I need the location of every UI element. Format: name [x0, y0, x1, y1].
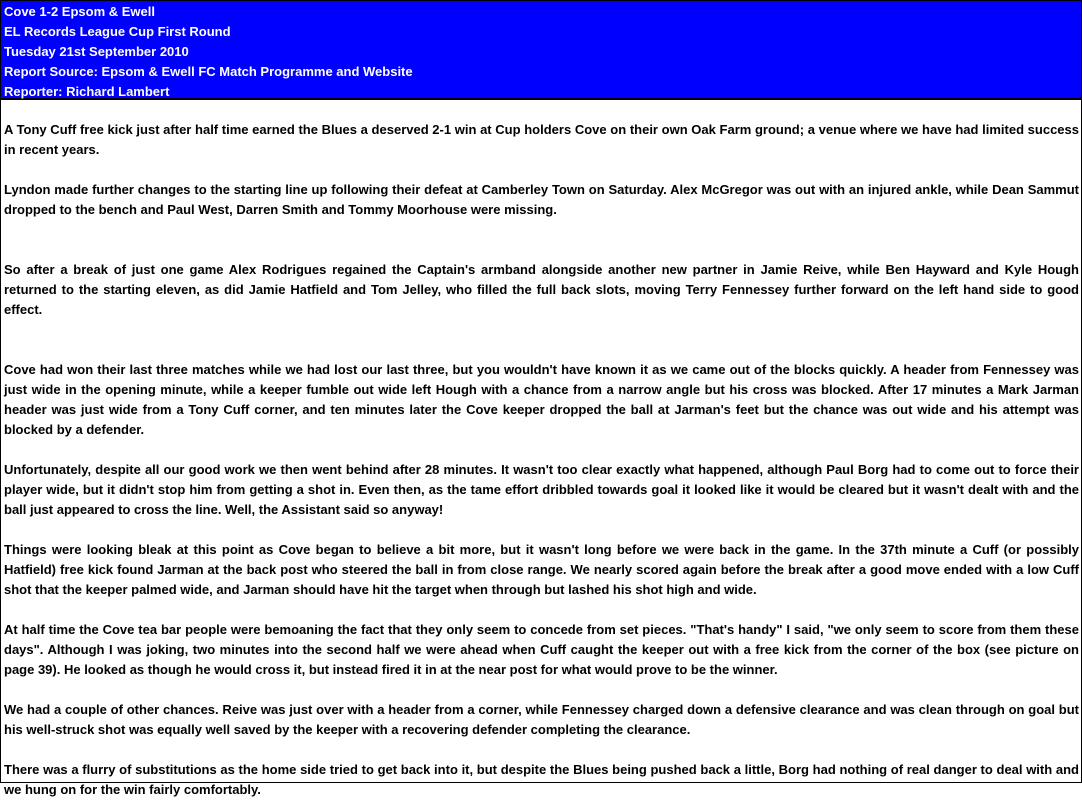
report-paragraph: There was a flurry of substitutions as the home side tried to get back into it, but despite the Blues being pushed back a little, Borg had nothing of real danger to deal with and we hung on for the win fairly comfortably. — [4, 762, 1079, 797]
report-paragraph: Cove had won their last three matches while we had lost our last three, but you wouldn't have known it as we came out of the blocks quickly. A header from Fennessey was just wide in the opening minute, while a keeper fumble out wide left Hough with a chance from a narrow angle but his cross was blocked. After 17 minutes a Mark Jarman header was just wide from a Tony Cuff corner, and ten minutes later the Cove keeper dropped the ball at Jarman's feet but the chance was out wide and his attempt was blocked by a defender. — [4, 362, 1079, 437]
report-paragraph: Lyndon made further changes to the starting line up following their defeat at Camberley Town on Saturday. Alex McGregor was out with an injured ankle, while Dean Sammut dropped to the bench and Paul West, Darren Smith and Tommy Moorhouse were missing. — [4, 182, 1079, 217]
report-paragraph: A Tony Cuff free kick just after half time earned the Blues a deserved 2-1 win at Cup holders Cove on their own Oak Farm ground; a venue where we have had limited success in recent years. — [4, 122, 1079, 157]
reporter-name: Reporter: Richard Lambert — [4, 84, 170, 99]
report-paragraph: Things were looking bleak at this point as Cove began to believe a bit more, but it wasn't long before we were back in the game. In the 37th minute a Cuff (or possibly Hatfield) free kick found Jarman at the back post who steered the ball in from close range. We nearly scored again before the break after a good move ended with a low Cuff shot that the keeper palmed wide, and Jarman should have hit the target when through but lashed his shot high and wide. — [4, 542, 1079, 597]
report-header — [1, 1, 1081, 100]
match-score-title: Cove 1-2 Epsom & Ewell — [4, 4, 155, 19]
report-paragraph: So after a break of just one game Alex Rodrigues regained the Captain's armband alongside another new partner in Jamie Reive, while Ben Hayward and Kyle Hough returned to the starting eleven, as did Jamie Hatfield and Tom Jelley, who filled the full back slots, moving Terry Fennessey further forward on the left hand side to good effect. — [4, 262, 1079, 317]
report-paragraph: At half time the Cove tea bar people were bemoaning the fact that they only seem to concede from set pieces. "That's handy" I said, "we only seem to score from them these days". Although I was joking, two minutes into the second half we were ahead when Cuff caught the keeper out with a free kick from the corner of the box (see picture on page 39). He looked as though he would cross it, but instead fired it in at the near post for what would prove to be the winner. — [4, 622, 1079, 677]
report-body — [1, 100, 1081, 800]
report-paragraph: We had a couple of other chances. Reive was just over with a header from a corner, while Fennessey charged down a defensive clearance and was clean through on goal but his well-struck shot was equally well saved by the keeper with a recovering defender completing the clearance. — [4, 702, 1079, 737]
report-paragraph: Unfortunately, despite all our good work we then went behind after 28 minutes. It wasn't too clear exactly what happened, although Paul Borg had to come out to force their player wide, but it didn't stop him from getting a shot in. Even then, as the tame effort dribbled towards goal it looked like it would be cleared but it wasn't dealt with and the ball just appeared to cross the line. Well, the Assistant said so anyway! — [4, 462, 1079, 517]
competition-name: EL Records League Cup First Round — [4, 24, 231, 39]
match-date: Tuesday 21st September 2010 — [4, 44, 189, 59]
report-source: Report Source: Epsom & Ewell FC Match Programme and Website — [4, 64, 413, 79]
